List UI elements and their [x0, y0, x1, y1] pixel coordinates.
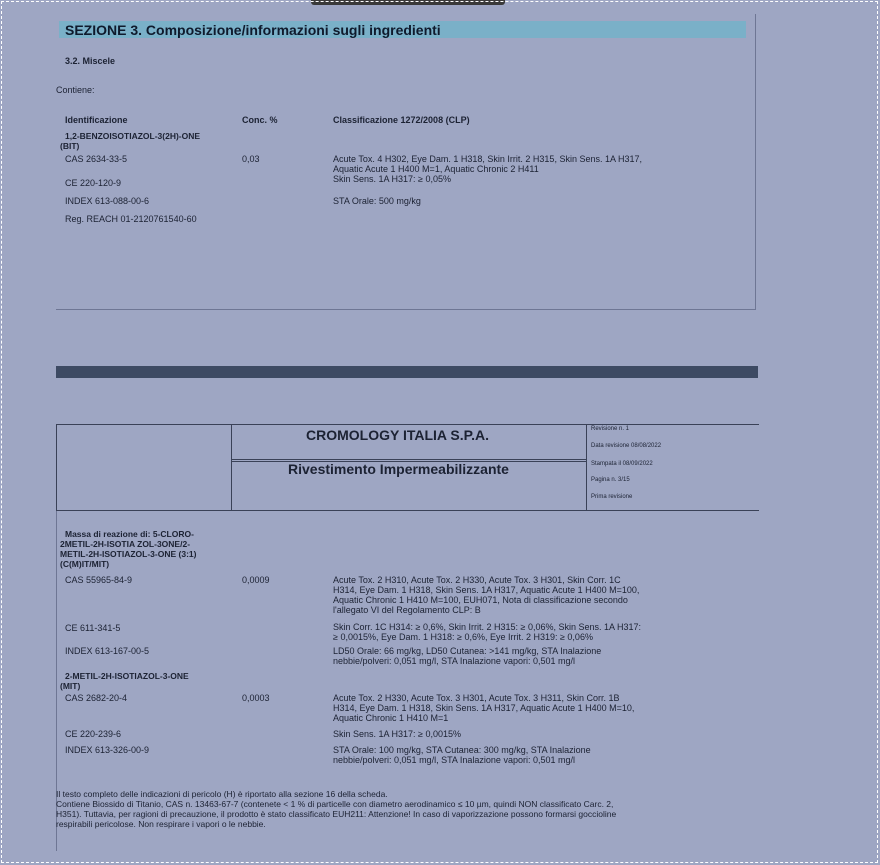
ingredient-index: INDEX 613-167-00-5: [65, 646, 150, 656]
ingredient-index: INDEX 613-088-00-6: [65, 196, 150, 206]
first-revision: Prima revisione: [591, 494, 633, 500]
column-header-identification: Identificazione: [65, 115, 128, 125]
contains-label: Contiene:: [56, 85, 95, 95]
ingredient-name: 2METIL-2H-ISOTIA ZOL-3ONE/2-: [60, 539, 191, 549]
ingredient-ce-classification: Skin Corr. 1C H314: ≥ 0,6%, Skin Irrit. 2 H315: ≥ 0,06%, Skin Sens. 1A H317:: [333, 622, 642, 632]
ingredient-ce-classification: ≥ 0,0015%, Eye Dam. 1 H318: ≥ 0,6%, Eye Irrit. 2 H319: ≥ 0,06%: [333, 632, 593, 642]
ingredient-ce: CE 220-120-9: [65, 178, 122, 188]
ingredient-name: Massa di reazione di: 5-CLORO-: [65, 529, 194, 539]
ingredient-index: INDEX 613-326-00-9: [65, 745, 150, 755]
company-name: CROMOLOGY ITALIA S.P.A.: [306, 427, 490, 443]
ingredient-name: 1,2-BENZOISOTIAZOL-3(2H)-ONE: [65, 131, 201, 141]
ingredient-name: METIL-2H-ISOTIAZOL-3-ONE (3:1): [60, 549, 197, 559]
ingredient-cas: CAS 55965-84-9: [65, 575, 133, 585]
footnote-line: Contiene Biossido di Titanio, CAS n. 13463-67-7 (contenete < 1 % di particelle con diametro aerodinamico ≤ 10 µm, quindi NON classificato Carc. 2,: [56, 799, 614, 809]
ingredient-cas: CAS 2634-33-5: [65, 154, 128, 164]
ingredient-classification: Acute Tox. 2 H330, Acute Tox. 3 H301, Acute Tox. 3 H311, Skin Corr. 1B: [333, 693, 620, 703]
revision-number: Revisione n. 1: [591, 426, 630, 432]
ingredient-index-classification: LD50 Orale: 66 mg/kg, LD50 Cutanea: >141 mg/kg, STA Inalazione: [333, 646, 602, 656]
section-title: SEZIONE 3. Composizione/informazioni sugli ingredienti: [65, 22, 441, 38]
ingredient-conc: 0,0009: [242, 575, 270, 585]
ingredient-index-classification: nebbie/polveri: 0,051 mg/l, STA Inalazione vapori: 0,501 mg/l: [333, 656, 575, 666]
footnote-line: H351). Tuttavia, per ragioni di precauzione, il prodotto è stato classificato EUH211: Attenzione! In caso di vaporizzazione possono formarsi goccioline: [56, 809, 617, 819]
ingredient-reach: Reg. REACH 01-2120761540-60: [65, 214, 197, 224]
ingredient-ce: CE 220-239-6: [65, 729, 122, 739]
ingredient-ce-classification: Skin Sens. 1A H317: ≥ 0,0015%: [333, 729, 462, 739]
ingredient-ce: CE 611-341-5: [65, 623, 121, 633]
page-divider: [56, 366, 758, 378]
page-number: Pagina n. 3/15: [591, 477, 630, 483]
window-top-handle: [311, 0, 505, 5]
ingredient-index-classification: STA Orale: 100 mg/kg, STA Cutanea: 300 mg/kg, STA Inalazione: [333, 745, 591, 755]
ingredient-classification: l'allegato VI del Regolamento CLP: B: [333, 605, 481, 615]
ingredient-index-classification: STA Orale: 500 mg/kg: [333, 196, 421, 206]
ingredient-ce-classification: Skin Sens. 1A H317: ≥ 0,05%: [333, 174, 452, 184]
ingredient-classification: H314, Eye Dam. 1 H318, Skin Sens. 1A H317, Aquatic Acute 1 H400 M=100,: [333, 585, 640, 595]
ingredient-classification: Acute Tox. 2 H310, Acute Tox. 2 H330, Acute Tox. 3 H301, Skin Corr. 1C: [333, 575, 621, 585]
ingredient-conc: 0,03: [242, 154, 260, 164]
ingredient-classification: Aquatic Chronic 1 H410 M=1: [333, 713, 449, 723]
column-header-conc: Conc. %: [242, 115, 278, 125]
footnote-line: Il testo completo delle indicazioni di pericolo (H) è riportato alla sezione 16 della scheda.: [56, 789, 388, 799]
revision-date: Data revisione 08/08/2022: [591, 443, 662, 449]
footnote-line: respirabili pericolose. Non respirare i vapori o le nebbie.: [56, 819, 266, 829]
ingredient-cas: CAS 2682-20-4: [65, 693, 128, 703]
ingredient-name-abbr: (MIT): [60, 681, 81, 691]
column-header-classification: Classificazione 1272/2008 (CLP): [333, 115, 470, 125]
ingredient-classification: Aquatic Chronic 1 H410 M=100, EUH071, Nota di classificazione secondo: [333, 595, 628, 605]
ingredient-conc: 0,0003: [242, 693, 270, 703]
ingredient-name-abbr: (BIT): [60, 141, 80, 151]
ingredient-classification: Aquatic Acute 1 H400 M=1, Aquatic Chronic 2 H411: [333, 164, 539, 174]
ingredient-classification: Acute Tox. 4 H302, Eye Dam. 1 H318, Skin Irrit. 2 H315, Skin Sens. 1A H317,: [333, 154, 642, 164]
ingredient-name: 2-METIL-2H-ISOTIAZOL-3-ONE: [65, 671, 189, 681]
ingredient-classification: H314, Eye Dam. 1 H318, Skin Sens. 1A H317, Aquatic Acute 1 H400 M=10,: [333, 703, 635, 713]
ingredient-index-classification: nebbie/polveri: 0,051 mg/l, STA Inalazione vapori: 0,501 mg/l: [333, 755, 575, 765]
ingredient-name-abbr: (C(M)IT/MIT): [60, 559, 110, 569]
product-name: Rivestimento Impermeabilizzante: [288, 461, 509, 477]
subsection-title: 3.2. Miscele: [65, 56, 116, 66]
print-date: Stampata il 08/09/2022: [591, 461, 653, 467]
